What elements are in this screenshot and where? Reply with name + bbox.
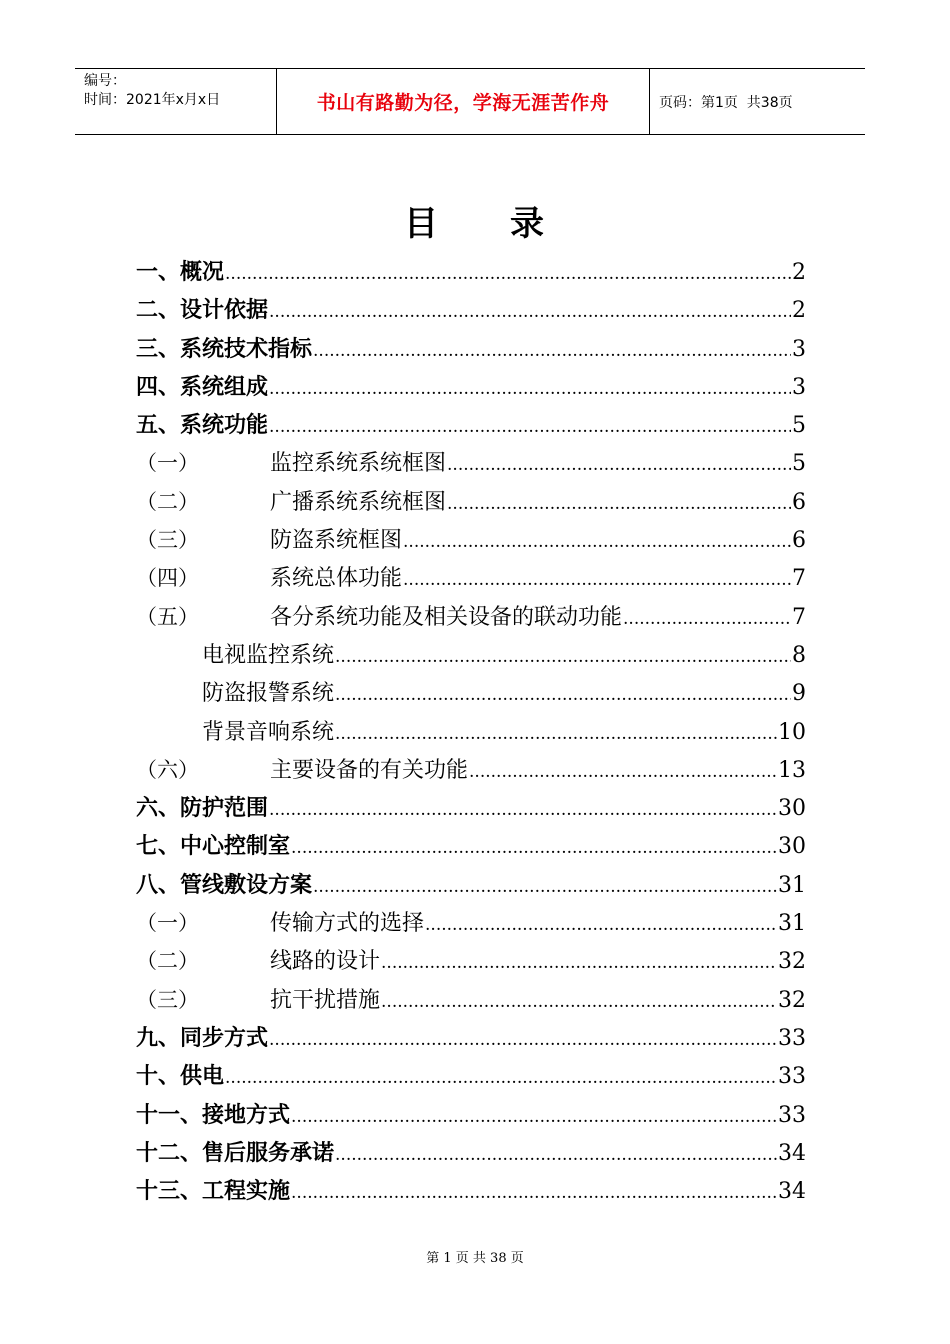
toc-entry-page: 6 [792,528,806,554]
header-motto: 书山有路勤为径，学海无涯苦作舟 [277,69,650,134]
toc-entry[interactable] [136,906,806,944]
toc-entry-leader [623,609,791,629]
toc-entry-leader [313,341,791,361]
toc-entry[interactable] [136,944,806,982]
toc-entry-label: 电视监控系统 [202,642,335,668]
header-meta [75,69,277,134]
toc-entry-label: 十二、售后服务承诺 [136,1140,335,1166]
toc-entry-label: 二、设计依据 [136,298,269,324]
toc-entry-label: 各分系统功能及相关设备的联动功能 [270,604,623,630]
header-page-info [650,69,865,134]
toc-entry-page: 31 [778,911,806,937]
toc-entry-leader [225,264,791,284]
toc-entry-leader [403,532,791,552]
toc-entry-leader [335,685,791,705]
toc-entry[interactable] [136,408,806,446]
toc-entry-page: 5 [792,451,806,477]
document-number-label: 编号： [84,73,126,89]
toc-entry-page: 33 [778,1064,806,1090]
toc-entry-page: 7 [792,604,806,630]
toc-entry[interactable] [136,523,806,561]
toc-entry-page: 3 [792,336,806,362]
toc-entry-leader [269,800,777,820]
toc-entry-leader [403,570,791,590]
toc-entry-leader [335,724,777,744]
toc-entry-leader [381,953,777,973]
toc-entry-number: （二） [136,489,199,514]
toc-entry[interactable] [136,561,806,599]
page-title-part-1: 目 [404,204,440,244]
toc-entry-leader [269,302,791,322]
toc-entry-page: 32 [778,949,806,975]
toc-entry-page: 10 [778,719,806,745]
toc-entry[interactable] [136,485,806,523]
toc-entry[interactable] [136,1136,806,1174]
toc-entry-page: 33 [778,1025,806,1051]
toc-entry[interactable] [136,753,806,791]
toc-entry-leader [447,455,791,475]
toc-entry-leader [269,379,791,399]
toc-entry[interactable] [136,1098,806,1136]
toc-entry[interactable] [136,983,806,1021]
toc-entry-page: 6 [792,489,806,515]
toc-entry-number: （一） [136,451,199,476]
toc-entry-label: 防盗系统框图 [270,528,403,554]
header-page-info-text: 页码：第1页 共38页 [659,94,793,111]
toc-entry-page: 2 [792,298,806,324]
toc-entry-page: 13 [778,757,806,783]
toc-entry-label: 防盗报警系统 [202,681,335,707]
toc-entry[interactable] [136,868,806,906]
toc-entry-label: 背景音响系统 [202,719,335,745]
toc-entry-page: 30 [778,796,806,822]
toc-entry-leader [269,417,791,437]
toc-entry[interactable] [136,332,806,370]
toc-entry-leader [469,762,777,782]
toc-entry-page: 32 [778,987,806,1013]
toc-entry-page: 7 [792,566,806,592]
page-footer: 第 1 页 共 38 页 [426,1251,524,1266]
toc-entry-leader [335,647,791,667]
toc-entry-label: 八、管线敷设方案 [136,872,313,898]
toc-entry-page: 34 [778,1140,806,1166]
toc-entry-number: （四） [136,566,199,591]
toc-entry-leader [291,1183,777,1203]
toc-entry[interactable] [136,600,806,638]
toc-entry-page: 30 [778,834,806,860]
toc-entry-leader [291,838,777,858]
toc-entry-label: 十、供电 [136,1064,225,1090]
toc-entry-leader [447,494,791,514]
toc-entry-page: 8 [792,642,806,668]
toc-entry-number: （五） [136,604,199,629]
toc-entry-number: （六） [136,757,199,782]
toc-entry[interactable] [136,829,806,867]
toc-entry-label: 十一、接地方式 [136,1102,291,1128]
toc-entry-number: （三） [136,528,199,553]
page-title-part-2: 录 [510,204,546,244]
toc-entry-label: 线路的设计 [270,949,381,975]
toc-entry-page: 3 [792,374,806,400]
toc-entry-label: 三、系统技术指标 [136,336,313,362]
toc-entry-leader [269,1030,777,1050]
toc-entry-label: 系统总体功能 [270,566,403,592]
table-of-contents [136,255,806,1212]
toc-entry-label: 七、中心控制室 [136,834,291,860]
toc-entry-leader [291,1107,777,1127]
toc-entry-label: 四、系统组成 [136,374,269,400]
toc-entry-label: 十三、工程实施 [136,1179,291,1205]
toc-entry-page: 5 [792,413,806,439]
toc-entry[interactable] [136,715,806,753]
toc-entry-label: 六、防护范围 [136,796,269,822]
toc-entry[interactable] [136,293,806,331]
toc-entry-label: 监控系统系统框图 [270,451,447,477]
toc-entry-page: 33 [778,1102,806,1128]
toc-entry[interactable] [136,446,806,484]
document-time-label: 时间：2021年x月x日 [84,92,221,108]
toc-entry-page: 9 [792,681,806,707]
toc-entry-leader [225,1068,777,1088]
toc-entry-number: （二） [136,949,199,974]
toc-entry[interactable] [136,676,806,714]
toc-entry[interactable] [136,255,806,293]
toc-entry-label: 主要设备的有关功能 [270,757,469,783]
toc-entry-leader [381,992,777,1012]
toc-entry-label: 抗干扰措施 [270,987,381,1013]
toc-entry-leader [335,1145,777,1165]
toc-entry-leader [425,915,777,935]
toc-entry-page: 34 [778,1179,806,1205]
toc-entry-page: 31 [778,872,806,898]
toc-entry[interactable] [136,1021,806,1059]
page-title [0,196,950,245]
toc-entry-number: （三） [136,987,199,1012]
toc-entry-label: 传输方式的选择 [270,911,425,937]
toc-entry-label: 一、概况 [136,260,225,285]
toc-entry-label: 五、系统功能 [136,413,269,439]
toc-entry[interactable] [136,1059,806,1097]
toc-entry-leader [313,877,777,897]
toc-entry-label: 九、同步方式 [136,1025,269,1051]
toc-entry-number: （一） [136,911,199,936]
toc-entry-label: 广播系统系统框图 [270,489,447,515]
toc-entry[interactable] [136,638,806,676]
toc-entry[interactable] [136,370,806,408]
page-header [75,68,865,135]
toc-entry-page: 2 [792,260,806,285]
toc-entry[interactable] [136,1174,806,1212]
toc-entry[interactable] [136,791,806,829]
